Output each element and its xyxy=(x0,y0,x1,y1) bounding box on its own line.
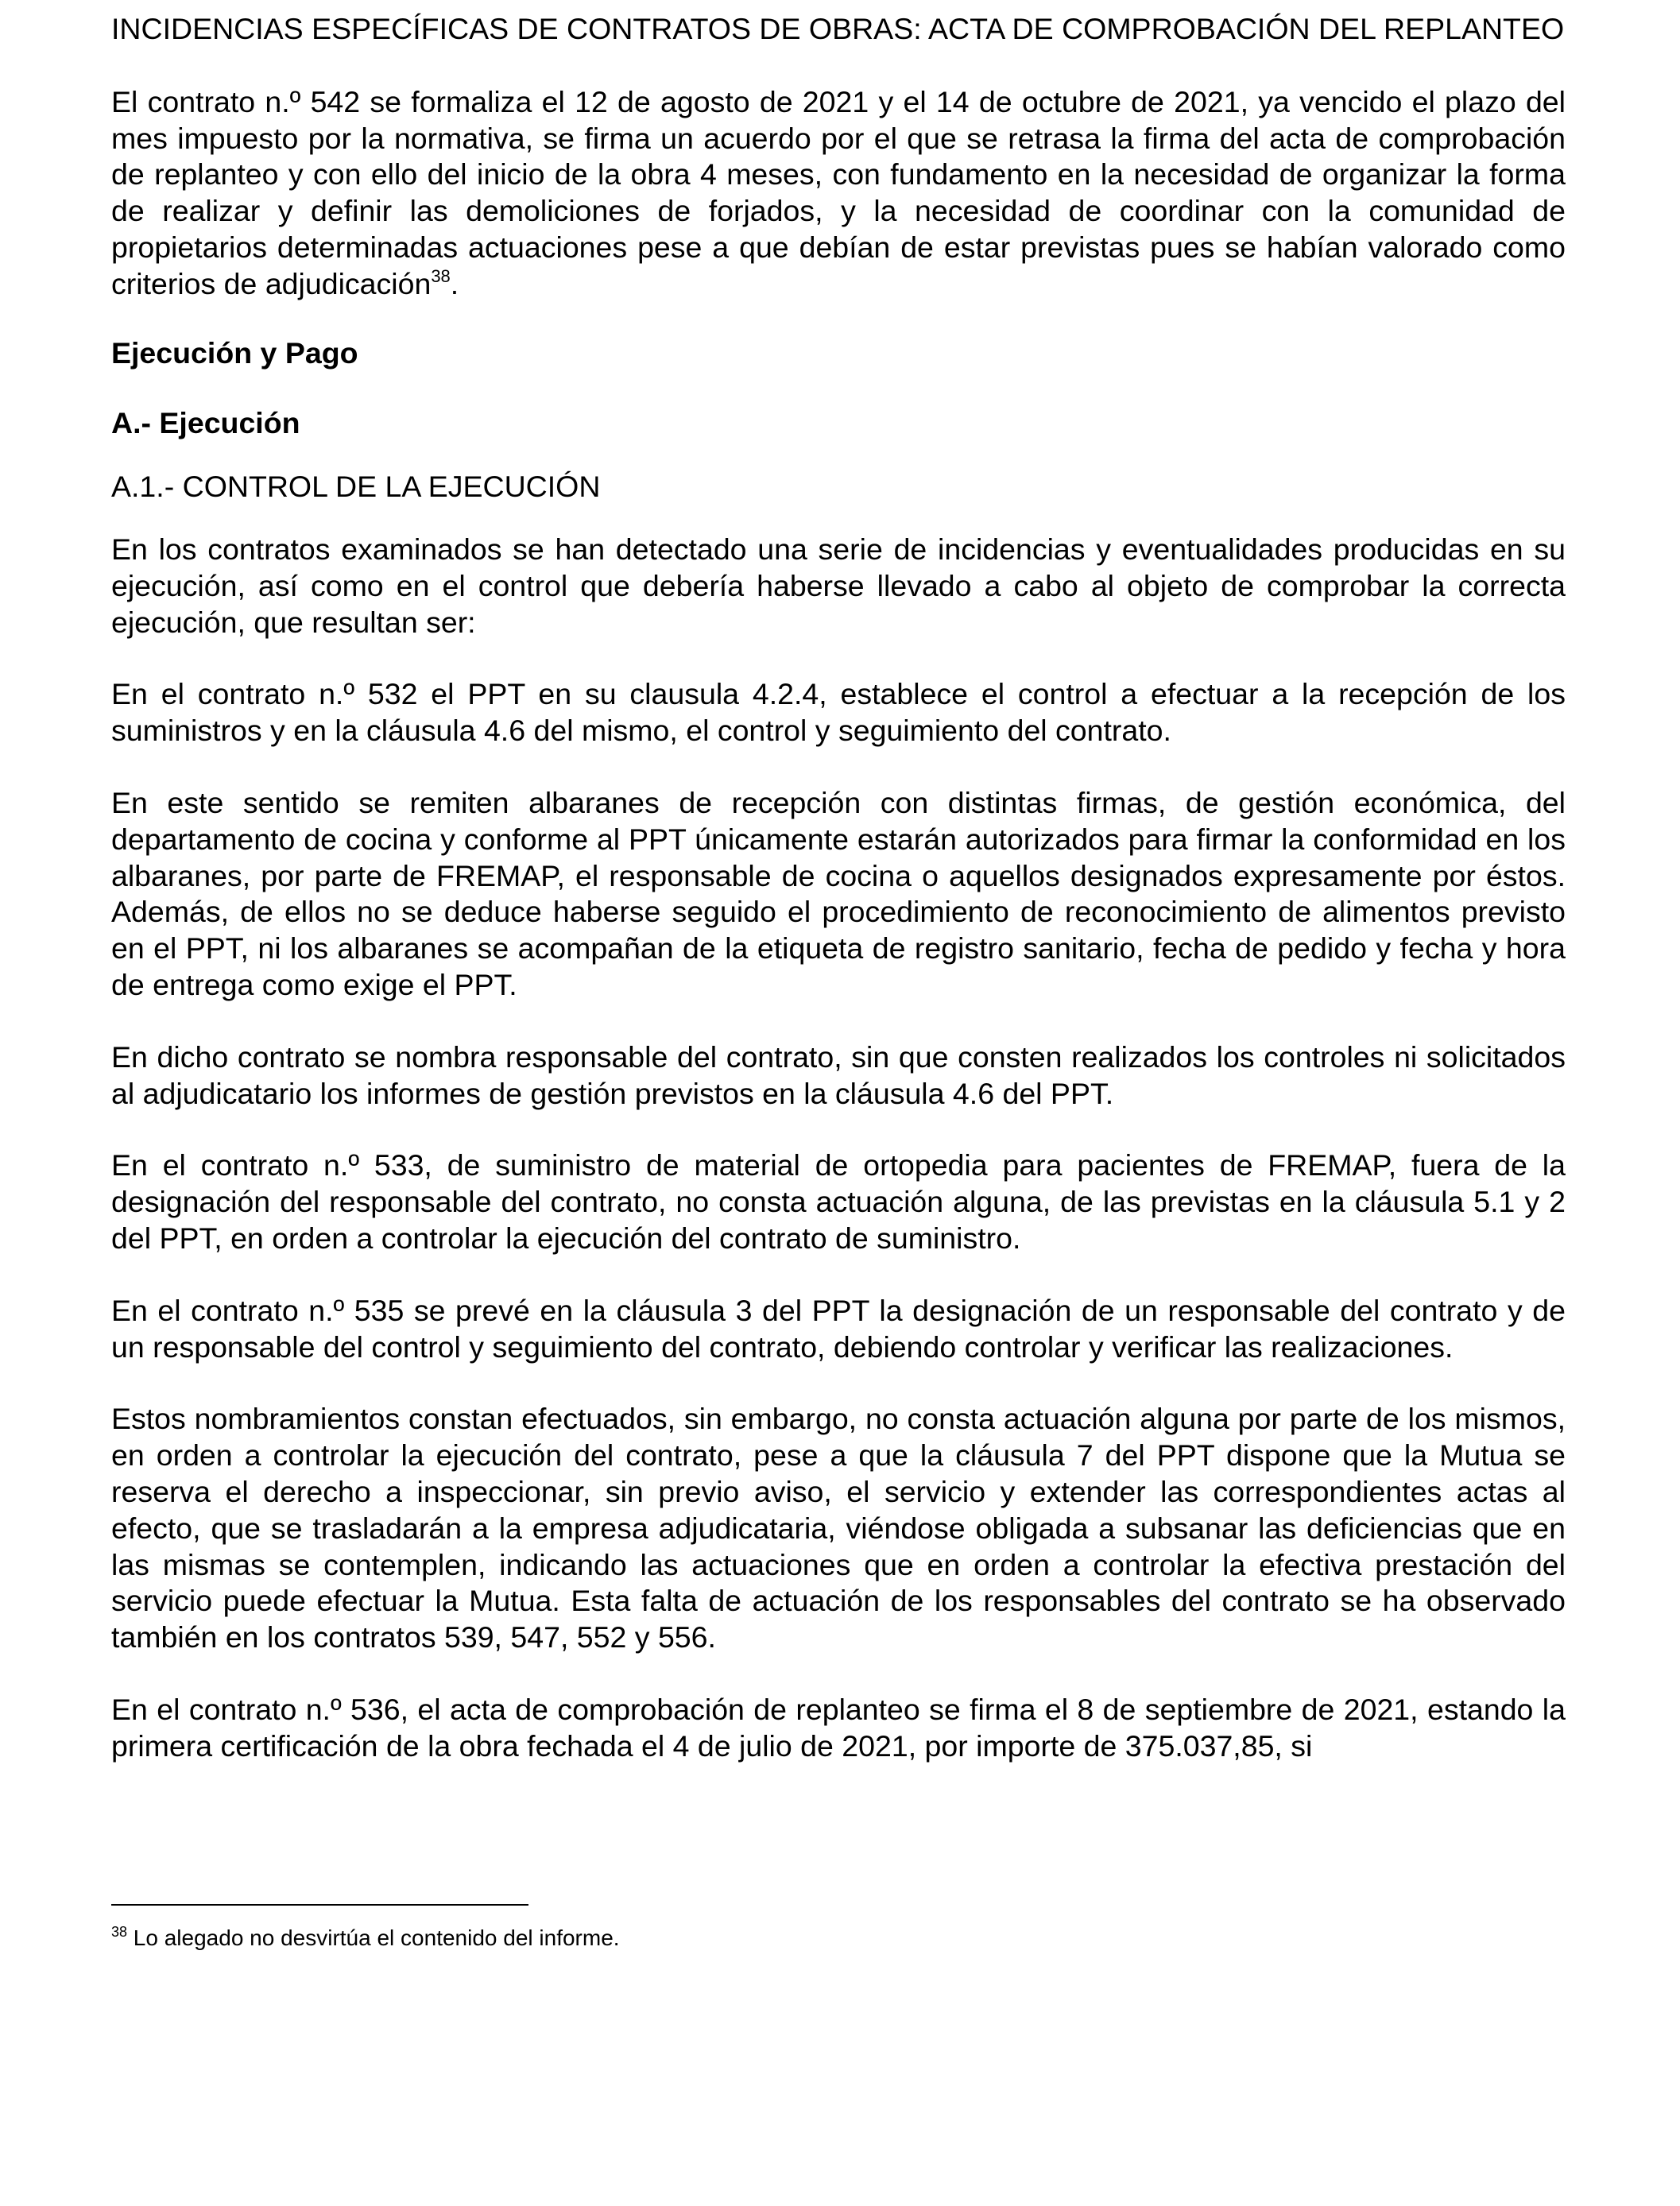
subsubsection-heading: A.1.- CONTROL DE LA EJECUCIÓN xyxy=(111,470,601,504)
document-title: INCIDENCIAS ESPECÍFICAS DE CONTRATOS DE OBRAS: ACTA DE COMPROBACIÓN DEL REPLANTEO xyxy=(111,12,1565,45)
section-heading: Ejecución y Pago xyxy=(111,335,358,370)
document-page xyxy=(111,11,1566,1764)
footnote-reference[interactable]: 38 xyxy=(431,265,451,286)
footnote xyxy=(111,1925,620,1952)
intro-paragraph xyxy=(111,84,1566,303)
paragraph: En dicho contrato se nombra responsable del contrato, sin que consten realizados los controles ni solicitados al adjudicatario los informes de gestión previstos en la cláusula 4.6 del PPT. xyxy=(111,1039,1566,1110)
paragraph: En los contratos examinados se han detectado una serie de incidencias y eventualidades producidas en su ejecución, así como en el control que debería haberse llevado a cabo al objeto de comprobar la correcta ejecución, que resultan ser: xyxy=(111,532,1566,639)
footnote-number: 38 xyxy=(111,1924,128,1940)
footnote-divider xyxy=(111,1904,528,1906)
paragraph: En el contrato n.º 535 se prevé en la cláusula 3 del PPT la designación de un responsable del contrato y de un responsable del control y seguimiento del contrato, debiendo controlar y verificar las realizaciones. xyxy=(111,1293,1566,1364)
paragraph: En el contrato n.º 536, el acta de comprobación de replanteo se firma el 8 de septiembre de 2021, estando la primera certificación de la obra fechada el 4 de julio de 2021, por importe de 375.037,85, si xyxy=(111,1692,1566,1763)
intro-text: El contrato n.º 542 se formaliza el 12 de agosto de 2021 y el 14 de octubre de 2021, ya vencido el plazo del mes impuesto por la normativa, se firma un acuerdo por el que se retrasa la firma del acta de comprobación de replanteo y con ello del inicio de la obra 4 meses, con fundamento en la necesidad de organizar la forma de realizar y definir las demoliciones de forjados, y la necesidad de coordinar con la comunidad de propietarios determinadas actuaciones pese a que debían de estar previstas pues se habían valorado como criterios de adjudicación xyxy=(111,84,1566,300)
paragraph: En el contrato n.º 533, de suministro de material de ortopedia para pacientes de FREMAP, fuera de la designación del responsable del contrato, no consta actuación alguna, de las previstas en la cláusula 5.1 y 2 del PPT, en orden a controlar la ejecución del contrato de suministro. xyxy=(111,1148,1566,1255)
paragraph: En el contrato n.º 532 el PPT en su clausula 4.2.4, establece el control a efectuar a la recepción de los suministros y en la cláusula 4.6 del mismo, el control y seguimiento del contrato. xyxy=(111,677,1566,748)
intro-end: . xyxy=(450,266,459,300)
footnote-text: Lo alegado no desvirtúa el contenido del informe. xyxy=(127,1925,620,1950)
paragraph: En este sentido se remiten albaranes de recepción con distintas firmas, de gestión económica, del departamento de cocina y conforme al PPT únicamente estarán autorizados para firmar la conformidad en los albaranes, por parte de FREMAP, el responsable de cocina o aquellos designados expresamente por éstos. Además, de ellos no se deduce haberse seguido el procedimiento de reconocimiento de alimentos previsto en el PPT, ni los albaranes se acompañan de la etiqueta de registro sanitario, fecha de pedido y fecha y hora de entrega como exige el PPT. xyxy=(111,785,1566,1001)
paragraph: Estos nombramientos constan efectuados, sin embargo, no consta actuación alguna por parte de los mismos, en orden a controlar la ejecución del contrato, pese a que la cláusula 7 del PPT dispone que la Mutua se reserva el derecho a inspeccionar, sin previo aviso, el servicio y extender las correspondientes actas al efecto, que se trasladarán a la empresa adjudicataria, viéndose obligada a subsanar las deficiencias que en las mismas se contemplen, indicando las actuaciones que en orden a controlar la efectiva prestación del servicio puede efectuar la Mutua. Esta falta de actuación de los responsables del contrato se ha observado también en los contratos 539, 547, 552 y 556. xyxy=(111,1402,1566,1654)
subsection-heading: A.- Ejecución xyxy=(111,406,300,440)
